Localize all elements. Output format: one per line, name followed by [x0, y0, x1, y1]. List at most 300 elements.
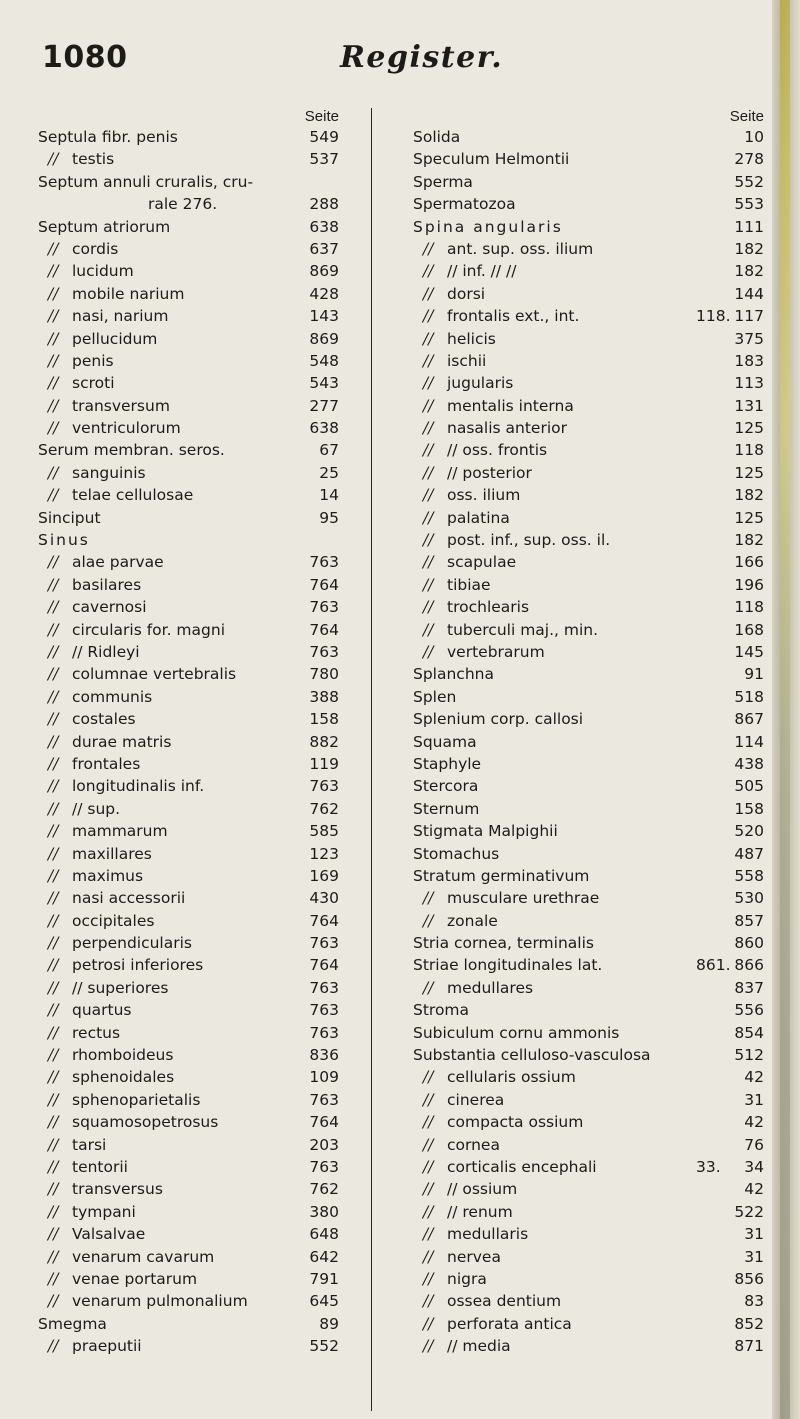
entry-page: 648 [309, 1225, 339, 1244]
entry-term [48, 417, 181, 439]
index-entry [413, 932, 768, 954]
ditto-mark: // [48, 844, 59, 863]
index-entry [413, 1134, 768, 1156]
index-entry [413, 865, 768, 887]
ditto-mark: // [48, 687, 59, 706]
entry-secondary-page: 861. [696, 956, 731, 975]
index-entry [413, 977, 768, 999]
ditto-mark: // [423, 1269, 434, 1288]
ditto-mark: // [423, 1113, 434, 1132]
entry-text: venarum cavarum [72, 1247, 215, 1266]
entry-page: 763 [309, 642, 339, 661]
entry-text: venae portarum [72, 1269, 198, 1288]
entry-text: Solida [413, 128, 461, 146]
ditto-mark: // [423, 463, 434, 482]
index-entry [413, 843, 768, 865]
index-entry [413, 1156, 768, 1178]
entry-text: telae cellulosae [72, 486, 194, 505]
entry-term [423, 372, 513, 394]
index-entry [413, 663, 768, 685]
entry-term [413, 731, 477, 753]
column-divider [371, 108, 372, 1411]
entry-text: perpendicularis [72, 934, 192, 953]
entry-page: 854 [734, 1023, 764, 1042]
index-entry [38, 350, 343, 372]
entry-term [423, 1335, 511, 1357]
entry-page: 552 [734, 172, 764, 191]
entry-term [48, 1268, 197, 1290]
entry-text: trochlearis [447, 598, 530, 617]
entry-page: 67 [319, 441, 339, 460]
ditto-mark: // [48, 1225, 59, 1244]
entry-page: 113 [734, 374, 764, 393]
entry-text: Speculum Helmontii [413, 150, 570, 169]
index-entry [38, 462, 343, 484]
entry-text: Stratum germinativum [413, 866, 590, 885]
entry-page: 763 [309, 1001, 339, 1020]
entry-term [48, 1022, 120, 1044]
entry-term [48, 1066, 174, 1088]
index-entry [413, 1223, 768, 1245]
entry-text: frontalis ext., int. [447, 307, 580, 326]
index-entry [413, 1089, 768, 1111]
ditto-mark: // [48, 799, 59, 818]
entry-term [48, 775, 204, 797]
entry-term [48, 260, 134, 282]
ditto-mark: // [48, 486, 59, 505]
entry-page: 131 [734, 396, 764, 415]
entry-page: 10 [744, 128, 764, 146]
entry-page: 780 [309, 665, 339, 684]
index-entry [413, 484, 768, 506]
entry-term [413, 999, 469, 1021]
ditto-mark: // [423, 396, 434, 415]
entry-page: 31 [744, 1090, 764, 1109]
entry-text: ossea dentium [447, 1292, 562, 1311]
entry-term [423, 977, 533, 999]
index-entry [38, 596, 343, 618]
ditto-mark: // [48, 374, 59, 393]
entry-text: squamosopetrosus [72, 1113, 219, 1132]
index-entry [413, 529, 768, 551]
entry-term [38, 507, 101, 529]
ditto-mark: // [423, 441, 434, 460]
entry-page: 518 [734, 687, 764, 706]
ditto-mark: // [423, 978, 434, 997]
entry-text: alae parvae [72, 553, 164, 572]
entry-page: 42 [744, 1180, 764, 1199]
entry-page: 182 [734, 262, 764, 281]
index-entry [38, 1044, 343, 1066]
entry-term [48, 1335, 142, 1357]
entry-text: cellularis ossium [447, 1068, 576, 1087]
entry-text: mammarum [72, 822, 168, 841]
column-header [38, 106, 343, 126]
index-entry [38, 1290, 343, 1312]
entry-text: longitudinalis inf. [72, 777, 205, 796]
index-entry [38, 865, 343, 887]
entry-page: 860 [734, 934, 764, 953]
entry-page: 111 [734, 217, 764, 236]
entry-text: cornea [447, 1135, 500, 1154]
entry-text: Stria cornea, terminalis [413, 934, 594, 953]
index-entry [38, 708, 343, 730]
ditto-mark: // [48, 956, 59, 975]
entry-page: 91 [744, 665, 764, 684]
entry-text: Splenium corp. callosi [413, 710, 584, 729]
ditto-mark: // [423, 889, 434, 908]
entry-page: 428 [309, 284, 339, 303]
ditto-mark: // [423, 1090, 434, 1109]
index-entry [38, 1246, 343, 1268]
index-entry [38, 193, 343, 215]
index-entry [38, 507, 343, 529]
entry-page: 196 [734, 575, 764, 594]
index-entry [413, 395, 768, 417]
entry-page: 549 [309, 128, 339, 146]
index-entry [38, 417, 343, 439]
entry-text: transversus [72, 1180, 163, 1199]
ditto-mark: // [423, 553, 434, 572]
entry-page: 125 [734, 508, 764, 527]
entry-text: Serum membran. seros. [38, 441, 225, 460]
entry-term [423, 350, 486, 372]
entry-text: tuberculi maj., min. [447, 620, 599, 639]
ditto-mark: // [423, 239, 434, 258]
entry-page: 182 [734, 531, 764, 550]
entry-text: nasalis anterior [447, 419, 567, 438]
ditto-mark: // [48, 978, 59, 997]
entry-term [48, 305, 168, 327]
entry-term [48, 619, 225, 641]
entry-page: 637 [309, 239, 339, 258]
entry-page: 25 [319, 463, 339, 482]
entry-text: sphenoidales [72, 1068, 175, 1087]
column-header [413, 106, 768, 126]
entry-text: Sperma [413, 172, 473, 191]
entry-page: 430 [309, 889, 339, 908]
entry-term [423, 462, 532, 484]
entry-term [48, 1089, 200, 1111]
index-entry [38, 574, 343, 596]
entry-term [48, 843, 152, 865]
index-entry [38, 1178, 343, 1200]
index-entry [413, 507, 768, 529]
entry-text: maxillares [72, 844, 152, 863]
entry-text: rectus [72, 1023, 121, 1042]
index-entry [413, 1111, 768, 1133]
entry-term [48, 954, 203, 976]
entry-page: 42 [744, 1068, 764, 1087]
entry-term [148, 193, 217, 215]
entry-page: 556 [734, 1001, 764, 1020]
index-entry [413, 171, 768, 193]
index-entry [413, 1246, 768, 1268]
index-entry [413, 350, 768, 372]
ditto-mark: // [423, 486, 434, 505]
entry-text: // oss. frontis [447, 441, 548, 460]
entry-page: 642 [309, 1247, 339, 1266]
index-entry [413, 328, 768, 350]
entry-text: communis [72, 687, 153, 706]
entry-text: pellucidum [72, 329, 158, 348]
index-entry [38, 999, 343, 1021]
entry-page: 763 [309, 1157, 339, 1176]
entry-text: Septula fibr. penis [38, 128, 178, 146]
entry-term [413, 148, 569, 170]
ditto-mark: // [48, 307, 59, 326]
index-entry [413, 1022, 768, 1044]
index-entry [38, 1313, 343, 1335]
entry-text: lucidum [72, 262, 134, 281]
ditto-mark: // [48, 463, 59, 482]
entry-term [48, 484, 193, 506]
index-entry [413, 462, 768, 484]
entry-term [423, 1111, 583, 1133]
entry-term [48, 1044, 173, 1066]
ditto-mark: // [48, 239, 59, 258]
entry-text: ant. sup. oss. ilium [447, 239, 594, 258]
ditto-mark: // [423, 1314, 434, 1333]
entry-term [423, 1246, 501, 1268]
index-column-left [38, 106, 343, 1357]
entry-page: 522 [734, 1202, 764, 1221]
entry-term [48, 686, 152, 708]
ditto-mark: // [423, 1292, 434, 1311]
entry-text: medullares [447, 978, 534, 997]
ditto-mark: // [48, 911, 59, 930]
entry-page: 645 [309, 1292, 339, 1311]
entry-page: 764 [309, 1113, 339, 1132]
entry-term [423, 887, 599, 909]
index-entry [413, 238, 768, 260]
ditto-mark: // [48, 1046, 59, 1065]
entry-term [48, 1290, 248, 1312]
ditto-mark: // [423, 1135, 434, 1154]
index-entry [413, 216, 768, 238]
entry-page: 83 [744, 1292, 764, 1311]
entry-term [48, 238, 118, 260]
ditto-mark: // [48, 351, 59, 370]
ditto-mark: // [48, 1135, 59, 1154]
entry-term [48, 328, 157, 350]
index-entry [38, 1134, 343, 1156]
entry-text: cavernosi [72, 598, 147, 617]
entry-page: 764 [309, 575, 339, 594]
ditto-mark: // [48, 553, 59, 572]
entry-text: Sinciput [38, 508, 101, 527]
index-entry [38, 1022, 343, 1044]
entry-term [48, 395, 170, 417]
ditto-mark: // [48, 329, 59, 348]
entry-text: praeputii [72, 1337, 142, 1356]
entry-page: 764 [309, 956, 339, 975]
entry-page: 763 [309, 978, 339, 997]
ditto-mark: // [48, 754, 59, 773]
ditto-mark: // [48, 889, 59, 908]
entry-page: 145 [734, 642, 764, 661]
entry-text: rhomboideus [72, 1046, 174, 1065]
ditto-mark: // [423, 508, 434, 527]
entry-text: cinerea [447, 1090, 505, 1109]
index-entry [38, 663, 343, 685]
entry-term [413, 193, 516, 215]
entry-page: 380 [309, 1202, 339, 1221]
entry-text: sanguinis [72, 463, 146, 482]
entry-page: 277 [309, 396, 339, 415]
entry-page: 123 [309, 844, 339, 863]
entry-term [48, 910, 154, 932]
index-entry [413, 439, 768, 461]
entry-term [423, 551, 516, 573]
entry-page: 114 [734, 732, 764, 751]
entry-text: // media [447, 1337, 511, 1356]
ditto-mark: // [48, 1001, 59, 1020]
entry-page: 763 [309, 598, 339, 617]
ditto-mark: // [48, 1090, 59, 1109]
ditto-mark: // [48, 284, 59, 303]
entry-page: 791 [309, 1269, 339, 1288]
entry-page: 182 [734, 486, 764, 505]
ditto-mark: // [423, 351, 434, 370]
entry-text: rale 276. [148, 195, 218, 214]
ditto-mark: // [48, 866, 59, 885]
entry-text: Sternum [413, 799, 480, 818]
index-entry [413, 1290, 768, 1312]
entry-term [413, 1044, 651, 1066]
entry-text: // ossium [447, 1180, 518, 1199]
entry-text: Spina angularis [413, 217, 563, 236]
entry-text: Subiculum cornu ammonis [413, 1023, 620, 1042]
entry-text: Splen [413, 687, 457, 706]
entry-page: 558 [734, 866, 764, 885]
entry-term [423, 1290, 561, 1312]
ditto-mark: // [48, 1113, 59, 1132]
entry-text: oss. ilium [447, 486, 521, 505]
ditto-mark: // [423, 329, 434, 348]
index-entry [413, 551, 768, 573]
entry-page: 118 [734, 441, 764, 460]
entry-term [48, 1201, 136, 1223]
entry-page: 763 [309, 777, 339, 796]
entry-page: 109 [309, 1068, 339, 1087]
entry-text: corticalis encephali [447, 1157, 597, 1176]
ditto-mark: // [423, 307, 434, 326]
entry-term [423, 283, 485, 305]
entry-term [48, 596, 147, 618]
index-entry [38, 1268, 343, 1290]
entry-text: Staphyle [413, 754, 482, 773]
entry-term [423, 1156, 597, 1178]
entry-term [413, 708, 583, 730]
entry-text: columnae vertebralis [72, 665, 237, 684]
index-entry [38, 372, 343, 394]
entry-page: 762 [309, 799, 339, 818]
entry-page: 31 [744, 1225, 764, 1244]
entry-text: Spermatozoa [413, 195, 516, 214]
entry-text: Stercora [413, 777, 479, 796]
entry-page: 856 [734, 1269, 764, 1288]
entry-term [413, 686, 456, 708]
page-number: 1080 [42, 40, 128, 75]
index-entry [38, 753, 343, 775]
entry-page: 763 [309, 553, 339, 572]
entry-page: 553 [734, 195, 764, 214]
index-entry [413, 417, 768, 439]
entry-term [423, 574, 491, 596]
ditto-mark: // [48, 1292, 59, 1311]
index-entry [38, 551, 343, 573]
entry-text: zonale [447, 911, 498, 930]
entry-term [48, 1156, 128, 1178]
entry-secondary-page: 118. [696, 307, 731, 326]
entry-term [48, 887, 185, 909]
entry-text: Valsalvae [72, 1225, 146, 1244]
entry-term [423, 484, 520, 506]
index-entry [413, 1066, 768, 1088]
entry-term [38, 171, 253, 193]
entry-page: 166 [734, 553, 764, 572]
index-entry [38, 731, 343, 753]
entry-page: 763 [309, 1023, 339, 1042]
ditto-mark: // [423, 1157, 434, 1176]
index-entry [38, 910, 343, 932]
entry-page: 837 [734, 978, 764, 997]
running-head: Register. [340, 40, 504, 75]
index-entry [38, 1111, 343, 1133]
entry-page: 125 [734, 419, 764, 438]
entry-text: musculare urethrae [447, 889, 600, 908]
index-entry [38, 1066, 343, 1088]
entry-text: compacta ossium [447, 1113, 584, 1132]
entry-text: tarsi [72, 1135, 107, 1154]
ditto-mark: // [48, 1180, 59, 1199]
index-entry [413, 708, 768, 730]
entry-secondary-page: 33. [696, 1157, 721, 1176]
entry-term [48, 462, 146, 484]
index-entry [38, 820, 343, 842]
entry-text: palatina [447, 508, 510, 527]
index-entry [413, 731, 768, 753]
index-entry [38, 484, 343, 506]
entry-term [48, 753, 140, 775]
entry-page: 31 [744, 1247, 764, 1266]
entry-page: 125 [734, 463, 764, 482]
index-entry [413, 641, 768, 663]
entry-text: petrosi inferiores [72, 956, 204, 975]
entry-term [413, 216, 563, 238]
entry-text: nasi accessorii [72, 889, 186, 908]
index-entry [38, 283, 343, 305]
index-entry [413, 148, 768, 170]
entry-page: 119 [309, 754, 339, 773]
entry-term [423, 417, 567, 439]
entry-term [48, 820, 168, 842]
entry-term [48, 641, 140, 663]
index-entry [413, 820, 768, 842]
ditto-mark: // [48, 642, 59, 661]
index-entry [38, 1201, 343, 1223]
entry-text: Substantia celluloso-vasculosa [413, 1046, 651, 1065]
index-entry [38, 775, 343, 797]
index-entry [38, 798, 343, 820]
entry-text: Septum atriorum [38, 217, 171, 236]
entry-term [423, 439, 547, 461]
entry-page: 869 [309, 329, 339, 348]
ditto-mark: // [48, 150, 59, 169]
entry-page: 505 [734, 777, 764, 796]
entry-text: ventriculorum [72, 419, 181, 438]
